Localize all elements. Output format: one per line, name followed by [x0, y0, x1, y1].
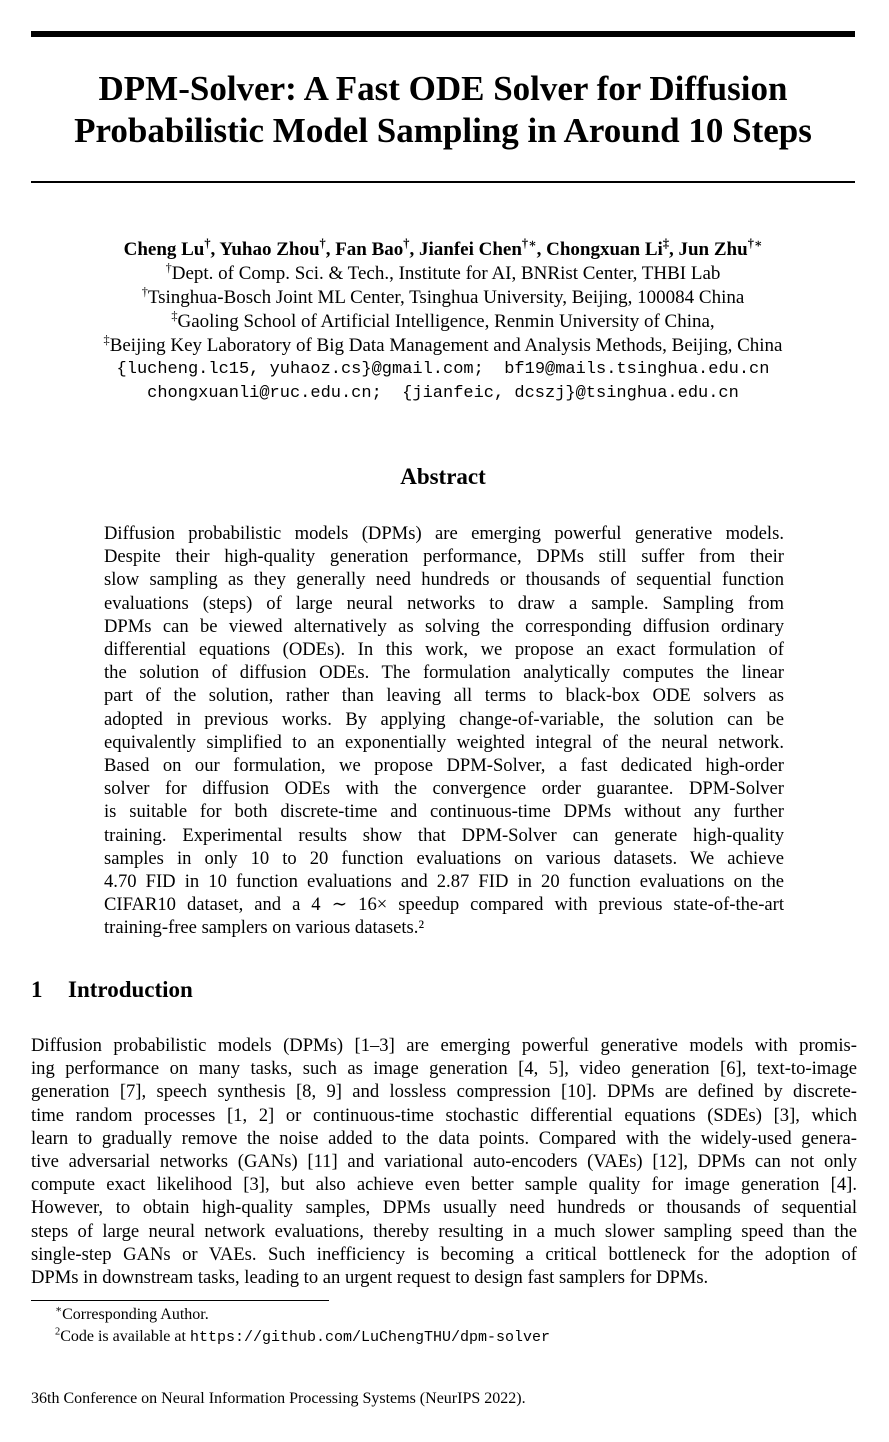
top-rule [31, 31, 855, 37]
text-line: adopted in previous works. By applying change-of-variable, the solution can be [104, 708, 784, 730]
text-line: is suitable for both discrete-time and continuous-time DPMs without any further [104, 801, 784, 823]
author-name: Yuhao Zhou [219, 239, 320, 260]
abstract-body [104, 522, 784, 940]
author-name: Fan Bao [335, 239, 404, 260]
text-line: tive adversarial networks (GANs) [11] and variational auto-encoders (VAEs) [12], DPMs can not only [31, 1151, 857, 1173]
text-line: steps of large neural network evaluations, thereby resulting in a much slower sampling speed than the [31, 1220, 857, 1242]
text-line: training-free samplers on various datasets.² [104, 917, 425, 939]
text-line: Based on our formulation, we propose DPM-Solver, a fast dedicated high-order [104, 755, 784, 777]
affiliation-mark: † [141, 284, 148, 299]
footnote-text: Corresponding Author. [62, 1306, 209, 1323]
title-rule [31, 181, 855, 183]
text-line: Despite their high-quality generation performance, DPMs still suffer from their [104, 546, 784, 568]
author-mark: ‡ [662, 236, 669, 251]
conference-footer: 36th Conference on Neural Information Processing Systems (NeurIPS 2022). [31, 1390, 526, 1407]
paper-title [31, 68, 855, 152]
affiliation [31, 334, 855, 358]
footnote [55, 1304, 550, 1326]
affiliation-mark: ‡ [171, 308, 178, 323]
author-mark: † [403, 236, 410, 251]
author-mark: † [319, 236, 326, 251]
footnote-mark: 2 [55, 1326, 61, 1338]
intro-body [31, 1034, 857, 1289]
affiliation-text: Gaoling School of Artificial Intelligence, Renmin University of China, [177, 311, 715, 332]
section-title: Introduction [68, 977, 193, 1002]
author-name: Cheng Lu [123, 239, 205, 260]
text-line: samples in only 10 to 20 function evaluations on various datasets. We achieve [104, 847, 784, 869]
author-name: Jianfei Chen [418, 239, 522, 260]
affiliation-text: Tsinghua-Bosch Joint ML Center, Tsinghua University, Beijing, 100084 China [147, 287, 745, 308]
email-line[interactable]: {lucheng.lc15, yuhaoz.cs}@gmail.com; bf19@mails.tsinghua.edu.cn [116, 360, 770, 379]
text-line: 4.70 FID in 10 function evaluations and 2.87 FID in 20 function evaluations on the [104, 871, 784, 893]
abstract-heading: Abstract [400, 464, 486, 489]
code-link[interactable]: https://github.com/LuChengTHU/dpm-solver [189, 1329, 550, 1346]
title-line-1: DPM-Solver: A Fast ODE Solver for Diffusion [98, 69, 788, 108]
text-line: Diffusion probabilistic models (DPMs) [1–3] are emerging powerful generative models with promis- [31, 1035, 857, 1056]
text-line: the solution of diffusion ODEs. The formulation analytically computes the linear [104, 662, 784, 684]
text-line: training. Experimental results show that DPM-Solver can generate high-quality [104, 824, 784, 846]
footnote-text: Code is available at [60, 1328, 190, 1345]
affiliation-mark: ‡ [103, 332, 110, 347]
text-line: DPMs can be viewed alternatively as solving the corresponding diffusion ordinary [104, 615, 784, 637]
text-line: differential equations (ODEs). In this work, we propose an exact formulation of [104, 639, 784, 661]
email-line[interactable]: chongxuanli@ruc.edu.cn; {jianfeic, dcszj}@tsinghua.edu.cn [147, 384, 739, 403]
section-number: 1 [31, 977, 43, 1002]
text-line: ing performance on many tasks, such as image generation [4, 5], video generation [6], text-to-image [31, 1058, 857, 1080]
author-block [31, 238, 855, 406]
text-line: DPMs in downstream tasks, leading to an urgent request to design fast samplers for DPMs. [31, 1267, 709, 1289]
text-line: generation [7], speech synthesis [8, 9] and lossless compression [10]. DPMs are defined by discrete- [31, 1081, 857, 1103]
affiliation [31, 262, 855, 286]
text-line: solver for diffusion ODEs with the convergence order guarantee. DPM-Solver [104, 778, 784, 800]
text-line: slow sampling as they generally need hundreds or thousands of sequential function [104, 569, 784, 591]
footnote [55, 1326, 550, 1349]
text-line: single-step GANs or VAEs. Such inefficiency is becoming a critical bottleneck for the adoption of [31, 1243, 857, 1265]
author-names: Cheng Lu†, Yuhao Zhou†, Fan Bao†, Jianfei Chen†∗, Chongxuan Li‡, Jun Zhu†∗ [123, 236, 763, 260]
author-mark: †∗ [521, 236, 537, 251]
text-line: time random processes [1, 2] or continuous-time stochastic differential equations (SDEs) [3], which [31, 1104, 857, 1126]
text-line: equivalently simplified to an exponentially weighted integral of the neural network. [104, 731, 784, 753]
author-mark: †∗ [747, 236, 763, 251]
affiliation [31, 286, 855, 310]
affiliation-mark: † [165, 260, 172, 275]
text-line: However, to obtain high-quality samples, DPMs usually need hundreds or thousands of sequential [31, 1197, 857, 1219]
affiliation-text: Dept. of Comp. Sci. & Tech., Institute for AI, BNRist Center, THBI Lab [171, 263, 721, 284]
text-line: evaluations (steps) of large neural networks to draw a sample. Sampling from [104, 592, 784, 614]
title-line-2: Probabilistic Model Sampling in Around 10 Steps [74, 111, 812, 150]
author-name: Chongxuan Li [546, 239, 663, 260]
text-line: Diffusion probabilistic models (DPMs) are emerging powerful generative models. [104, 523, 784, 544]
footnotes [55, 1304, 550, 1349]
text-line: part of the solution, rather than leaving all terms to black-box ODE solvers as [104, 685, 784, 707]
author-mark: † [204, 236, 211, 251]
affiliation-text: Beijing Key Laboratory of Big Data Management and Analysis Methods, Beijing, China [109, 335, 783, 356]
text-line: CIFAR10 dataset, and a 4 ∼ 16× speedup compared with previous state-of-the-art [104, 894, 784, 916]
text-line: compute exact likelihood [3], but also achieve even better sample quality for image generation [4]. [31, 1174, 857, 1196]
affiliation [31, 310, 855, 334]
footnote-rule [31, 1300, 329, 1301]
author-name: Jun Zhu [678, 239, 748, 260]
text-line: learn to gradually remove the noise added to the data points. Compared with the widely-used genera- [31, 1127, 857, 1149]
section-heading [31, 977, 193, 1003]
footnote-mark: ∗ [55, 1304, 63, 1316]
